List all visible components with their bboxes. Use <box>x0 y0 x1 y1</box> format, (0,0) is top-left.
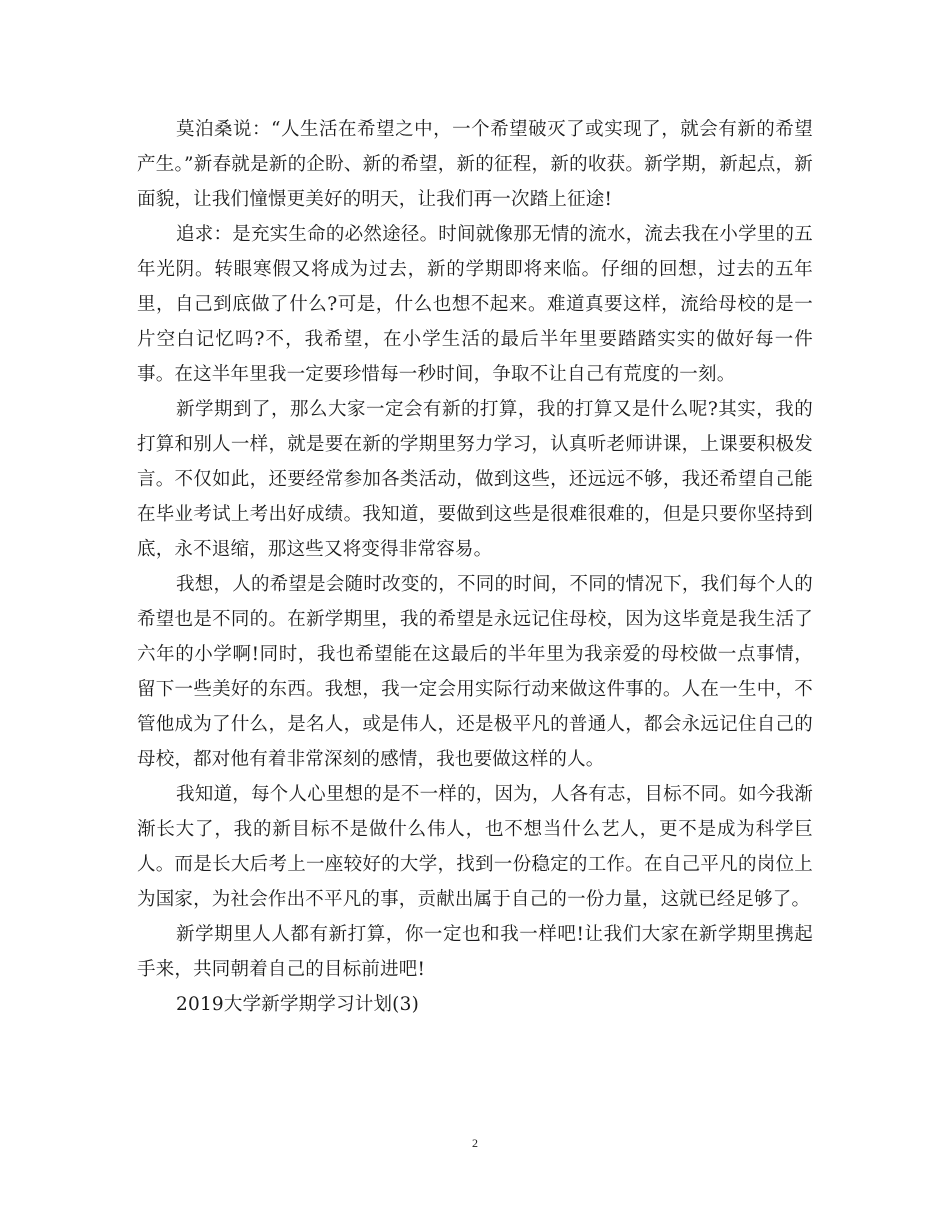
page-number: 2 <box>472 1136 478 1150</box>
paragraph-1: 莫泊桑说：“人生活在希望之中，一个希望破灭了或实现了，就会有新的希望产生。”新春就是新的企盼、新的希望，新的征程，新的收获。新学期，新起点，新面貌，让我们憧憬更美好的明天，让我们再一次踏上征途! <box>137 119 813 210</box>
section-heading: 2019大学新学期学习计划(3) <box>176 994 419 1015</box>
paragraph-6: 新学期里人人都有新打算，你一定也和我一样吧!让我们大家在新学期里携起手来，共同朝着自己的目标前进吧! <box>137 924 813 980</box>
paragraph-3: 新学期到了，那么大家一定会有新的打算，我的打算又是什么呢?其实，我的打算和别人一样，就是要在新的学期里努力学习，认真听老师讲课，上课要积极发言。不仅如此，还要经常参加各类活动，做到这些，还远远不够，我还希望自己能在毕业考试上考出好成绩。我知道，要做到这些是很难很难的，但是只要你坚持到底，永不退缩，那这些又将变得非常容易。 <box>137 399 813 560</box>
paragraph-4: 我想，人的希望是会随时改变的，不同的时间，不同的情况下，我们每个人的希望也是不同的。在新学期里，我的希望是永远记住母校，因为这毕竟是我生活了六年的小学啊!同时，我也希望能在这最后的半年里为我亲爱的母校做一点事情，留下一些美好的东西。我想，我一定会用实际行动来做这件事的。人在一生中，不管他成为了什么，是名人，或是伟人，还是极平凡的普通人，都会永远记住自己的母校，都对他有着非常深刻的感情，我也要做这样的人。 <box>137 574 813 770</box>
document-body <box>137 112 813 1022</box>
paragraph-2: 追求：是充实生命的必然途径。时间就像那无情的流水，流去我在小学里的五年光阴。转眼寒假又将成为过去，新的学期即将来临。仔细的回想，过去的五年里，自己到底做了什么?可是，什么也想不起来。难道真要这样，流给母校的是一片空白记忆吗?不，我希望，在小学生活的最后半年里要踏踏实实的做好每一件事。在这半年里我一定要珍惜每一秒时间，争取不让自己有荒度的一刻。 <box>137 224 813 385</box>
paragraph-5: 我知道，每个人心里想的是不一样的，因为，人各有志，目标不同。如今我渐渐长大了，我的新目标不是做什么伟人，也不想当什么艺人，更不是成为科学巨人。而是长大后考上一座较好的大学，找到一份稳定的工作。在自己平凡的岗位上为国家，为社会作出不平凡的事，贡献出属于自己的一份力量，这就已经足够了。 <box>137 784 813 910</box>
